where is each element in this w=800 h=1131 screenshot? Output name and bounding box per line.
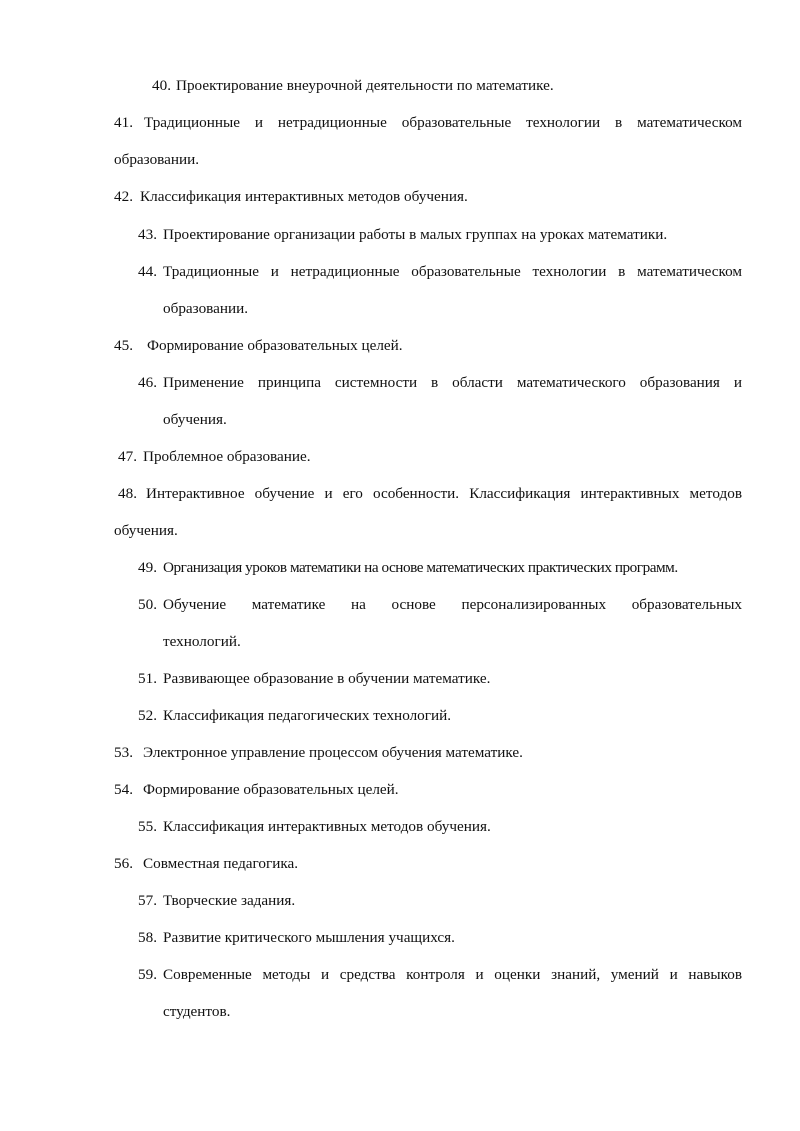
list-item-text-continued: обучения. <box>114 522 178 539</box>
list-item-text: Проблемное образование. <box>143 448 311 465</box>
item-number: 40. <box>152 77 171 94</box>
item-number: 57. <box>138 892 157 909</box>
item-number: 41. <box>114 114 133 131</box>
list-item-text: Развитие критического мышления учащихся. <box>163 929 455 946</box>
item-number: 46. <box>138 374 157 391</box>
item-number: 59. <box>138 966 157 983</box>
item-number: 43. <box>138 226 157 243</box>
list-item-text: Традиционные и нетрадиционные образовательные технологии в математическом <box>144 114 742 131</box>
item-number: 47. <box>118 448 137 465</box>
list-item-text: Классификация интерактивных методов обучения. <box>163 818 491 835</box>
item-number: 51. <box>138 670 157 687</box>
item-number: 45. <box>114 337 133 354</box>
list-item-text-continued: образовании. <box>114 151 200 168</box>
list-item-text: Классификация интерактивных методов обучения. <box>140 188 468 205</box>
list-item-text: Формирование образовательных целей. <box>143 781 399 798</box>
list-item-text: Творческие задания. <box>163 892 296 909</box>
list-item-text-continued: студентов. <box>163 1003 231 1020</box>
list-item-text: Применение принципа системности в области математического образования и <box>163 374 742 391</box>
item-number: 52. <box>138 707 157 724</box>
item-number: 58. <box>138 929 157 946</box>
list-item-text: Классификация педагогических технологий. <box>163 707 452 724</box>
item-number: 50. <box>138 596 157 613</box>
item-number: 48. <box>118 485 137 502</box>
list-item-text: Развивающее образование в обучении математике. <box>163 670 491 687</box>
item-number: 53. <box>114 744 133 761</box>
item-number: 49. <box>138 559 157 576</box>
list-item-text: Проектирование организации работы в малых группах на уроках математики. <box>163 226 668 243</box>
list-item-text: Проектирование внеурочной деятельности по математике. <box>176 77 554 94</box>
list-item-text: Обучение математике на основе персонализированных образовательных <box>163 596 742 613</box>
item-number: 54. <box>114 781 133 798</box>
list-item-text-continued: образовании. <box>163 300 249 317</box>
item-number: 42. <box>114 188 133 205</box>
list-item-text-continued: обучения. <box>163 411 227 428</box>
list-item-text: Формирование образовательных целей. <box>147 337 403 354</box>
list-item-text: Совместная педагогика. <box>143 855 299 872</box>
list-item-text: Современные методы и средства контроля и оценки знаний, умений и навыков <box>163 966 742 983</box>
list-item-text: Интерактивное обучение и его особенности. Классификация интерактивных методов <box>146 485 742 502</box>
list-item-text: Традиционные и нетрадиционные образовательные технологии в математическом <box>163 263 742 280</box>
list-item-text: Электронное управление процессом обучения математике. <box>143 744 523 761</box>
item-number: 44. <box>138 263 157 280</box>
item-number: 55. <box>138 818 157 835</box>
list-item-text: Организация уроков математики на основе математических практических программ. <box>163 559 678 576</box>
list-item-text-continued: технологий. <box>163 633 241 650</box>
item-number: 56. <box>114 855 133 872</box>
